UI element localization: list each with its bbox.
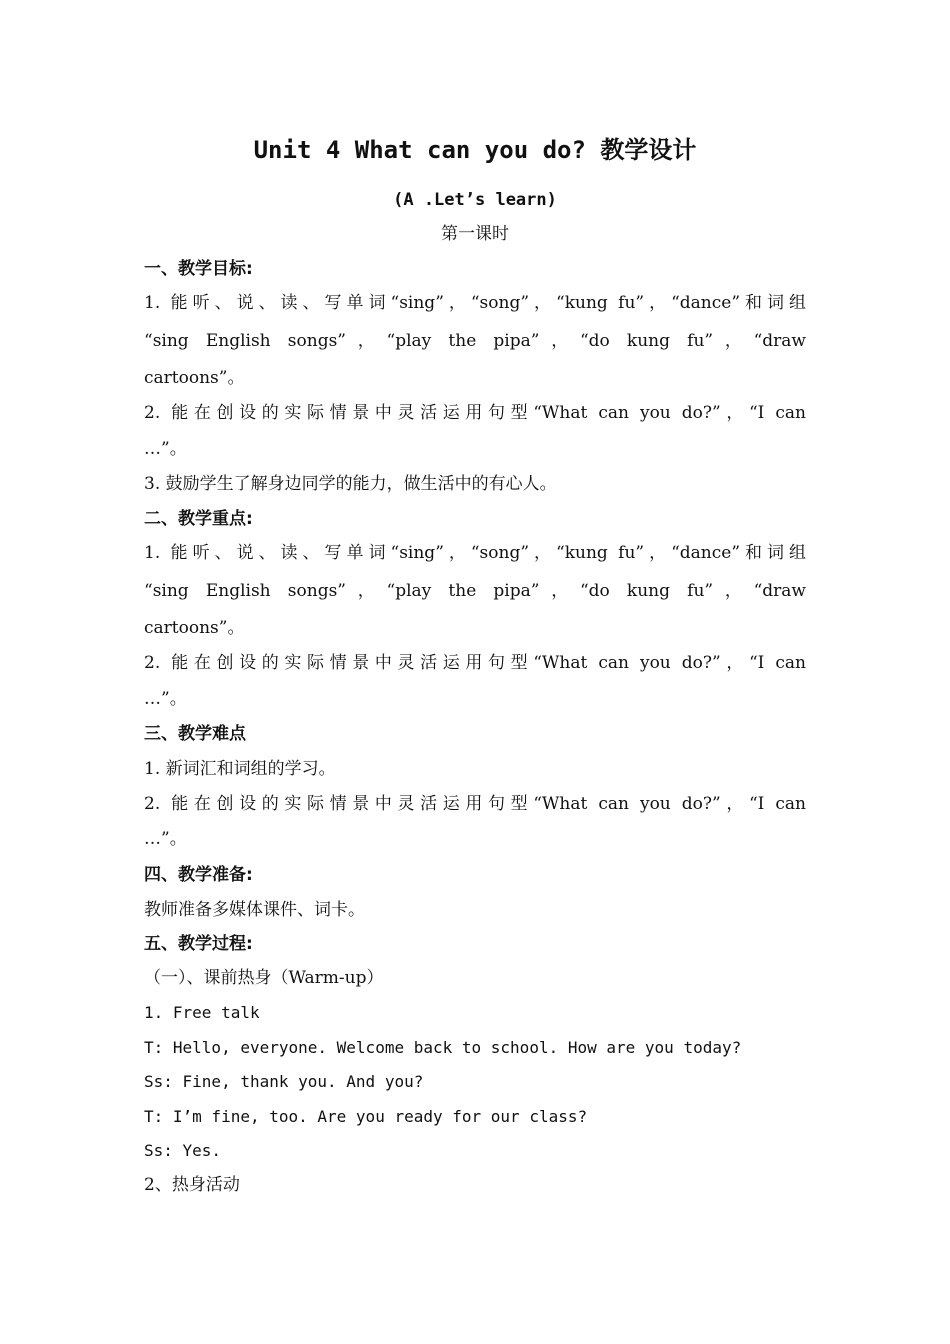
difficulty-1: 1. 新词汇和词组的学习。 <box>144 759 336 779</box>
lesson-label: 第一课时 <box>441 224 509 244</box>
key-point-1-line-2: “sing English songs”，“play the pipa”，“do kung fu”，“draw <box>144 581 806 601</box>
process-item-warmup-activity: 2、热身活动 <box>144 1175 240 1195</box>
section-heading-difficulties: 三、教学难点 <box>144 724 246 744</box>
preparation-text: 教师准备多媒体课件、词卡。 <box>144 900 365 920</box>
key-point-2-line-1: 2. 能在创设的实际情景中灵活运用句型“What can you do?”，“I can <box>144 653 806 673</box>
objective-3: 3. 鼓励学生了解身边同学的能力，做生活中的有心人。 <box>144 474 557 494</box>
key-point-1-line-3: cartoons”。 <box>144 618 245 638</box>
section-heading-objectives: 一、教学目标: <box>144 259 253 279</box>
difficulty-2-line-2: …”。 <box>144 829 187 849</box>
dialogue-line-4: Ss: Yes. <box>144 1141 222 1160</box>
objective-2-line-1: 2. 能在创设的实际情景中灵活运用句型“What can you do?”，“I can <box>144 403 806 423</box>
dialogue-line-3: T: I’m fine, too. Are you ready for our class? <box>144 1107 588 1126</box>
objective-1-line-3: cartoons”。 <box>144 368 245 388</box>
dialogue-line-1: T: Hello, everyone. Welcome back to school. How are you today? <box>144 1038 742 1057</box>
process-item-free-talk: 1. Free talk <box>144 1003 260 1022</box>
key-point-1-line-1: 1. 能听、说、读、写单词“sing”，“song”，“kung fu”，“dance”和词组 <box>144 543 806 563</box>
section-heading-process: 五、教学过程: <box>144 934 253 954</box>
section-heading-preparation: 四、教学准备: <box>144 865 253 885</box>
objective-1-line-2: “sing English songs”，“play the pipa”，“do kung fu”，“draw <box>144 331 806 351</box>
dialogue-line-2: Ss: Fine, thank you. And you? <box>144 1072 424 1091</box>
key-point-2-line-2: …”。 <box>144 689 187 709</box>
document-subtitle: (A .Let’s learn) <box>393 190 557 210</box>
process-subheading-warmup: （一）、课前热身（Warm-up） <box>144 968 384 988</box>
difficulty-2-line-1: 2. 能在创设的实际情景中灵活运用句型“What can you do?”，“I can <box>144 794 806 814</box>
section-heading-key-points: 二、教学重点: <box>144 509 253 529</box>
document-title: Unit 4 What can you do? 教学设计 <box>253 136 697 164</box>
objective-1-line-1: 1. 能听、说、读、写单词“sing”，“song”，“kung fu”，“dance”和词组 <box>144 293 806 313</box>
objective-2-line-2: …”。 <box>144 439 187 459</box>
